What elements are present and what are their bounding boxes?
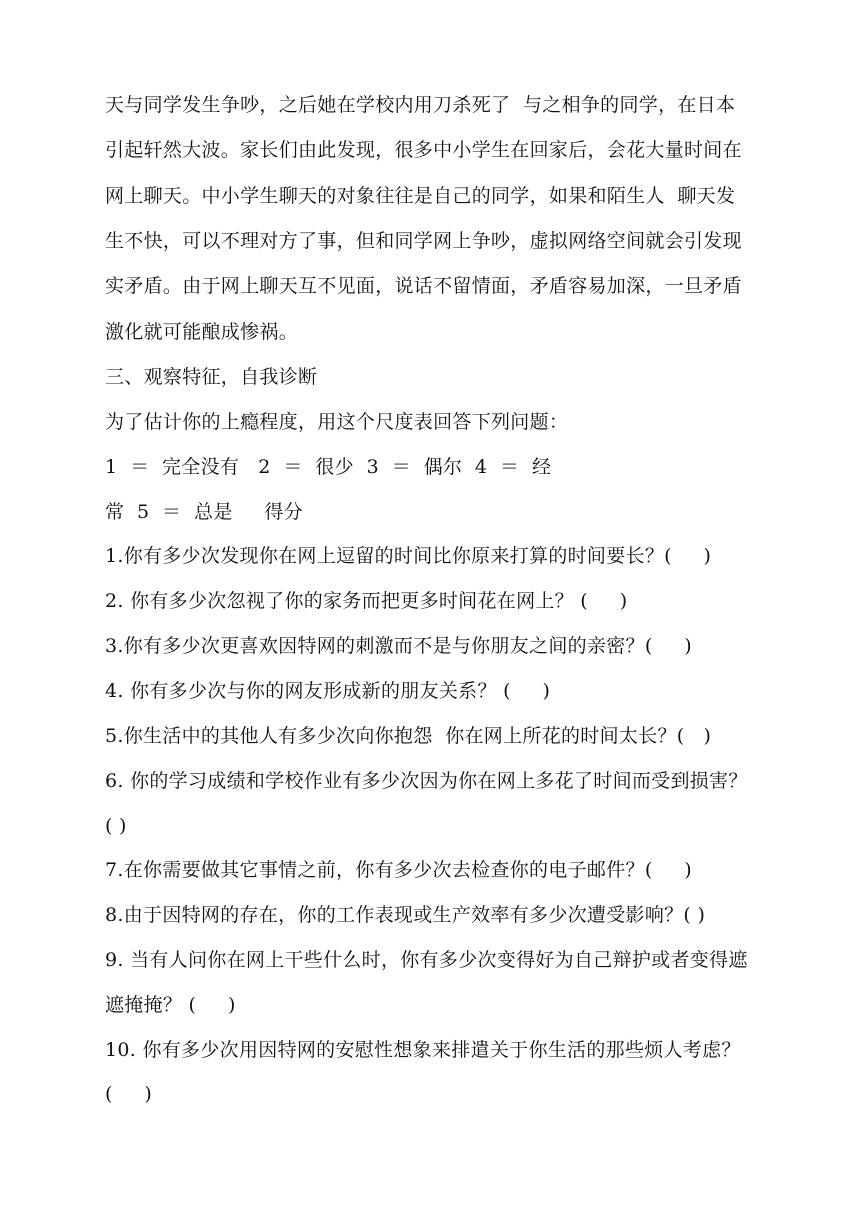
question-line: ( ) (105, 1083, 153, 1105)
question-line: 遮掩掩？ ( ) (105, 994, 236, 1016)
paragraph-line: 实矛盾。由于网上聊天互不见面，说话不留情面，矛盾容易加深，一旦矛盾 (105, 275, 742, 297)
paragraph-line: 生不快，可以不理对方了事，但和同学网上争吵，虚拟网络空间就会引发现 (105, 230, 742, 252)
question-line: 3.你有多少次更喜欢因特网的刺激而不是与你朋友之间的亲密？( ) (105, 635, 692, 657)
question-line: 7.在你需要做其它事情之前，你有多少次去检查你的电子邮件？( ) (105, 859, 692, 881)
question-line: ( ) (105, 815, 127, 837)
question-line: 2. 你有多少次忽视了你的家务而把更多时间花在网上？ ( ) (105, 590, 628, 612)
paragraph-line: 网上聊天。中小学生聊天的对象往往是自己的同学，如果和陌生人 聊天发 (105, 185, 736, 207)
scale-line: 1 ＝ 完全没有 2 ＝ 很少 3 ＝ 偶尔 4 ＝ 经 (105, 456, 552, 478)
question-line: 6. 你的学习成绩和学校作业有多少次因为你在网上多花了时间而受到损害？ (105, 770, 748, 792)
scale-line: 常 5 ＝ 总是 得分 (105, 501, 303, 523)
paragraph-line: 激化就可能酿成惨祸。 (105, 321, 299, 343)
question-line: 4. 你有多少次与你的网友形成新的朋友关系？ ( ) (105, 680, 551, 702)
question-line: 10. 你有多少次用因特网的安慰性想象来排遣关于你生活的那些烦人考虑？ (105, 1039, 741, 1061)
section-heading: 三、观察特征，自我诊断 (105, 366, 318, 388)
question-line: 1.你有多少次发现你在网上逗留的时间比你原来打算的时间要长？( ) (105, 545, 712, 567)
paragraph-line: 天与同学发生争吵，之后她在学校内用刀杀死了 与之相争的同学，在日本 (105, 94, 736, 116)
question-line: 9. 当有人问你在网上干些什么时，你有多少次变得好为自己辩护或者变得遮 (105, 949, 748, 971)
instruction-text: 为了估计你的上瘾程度，用这个尺度表回答下列问题： (105, 411, 569, 433)
paragraph-line: 引起轩然大波。家长们由此发现，很多中小学生在回家后，会花大量时间在 (105, 139, 742, 161)
question-line: 8.由于因特网的存在，你的工作表现或生产效率有多少次遭受影响？( ) (105, 904, 706, 926)
question-line: 5.你生活中的其他人有多少次向你抱怨 你在网上所花的时间太长？( ) (105, 725, 712, 747)
